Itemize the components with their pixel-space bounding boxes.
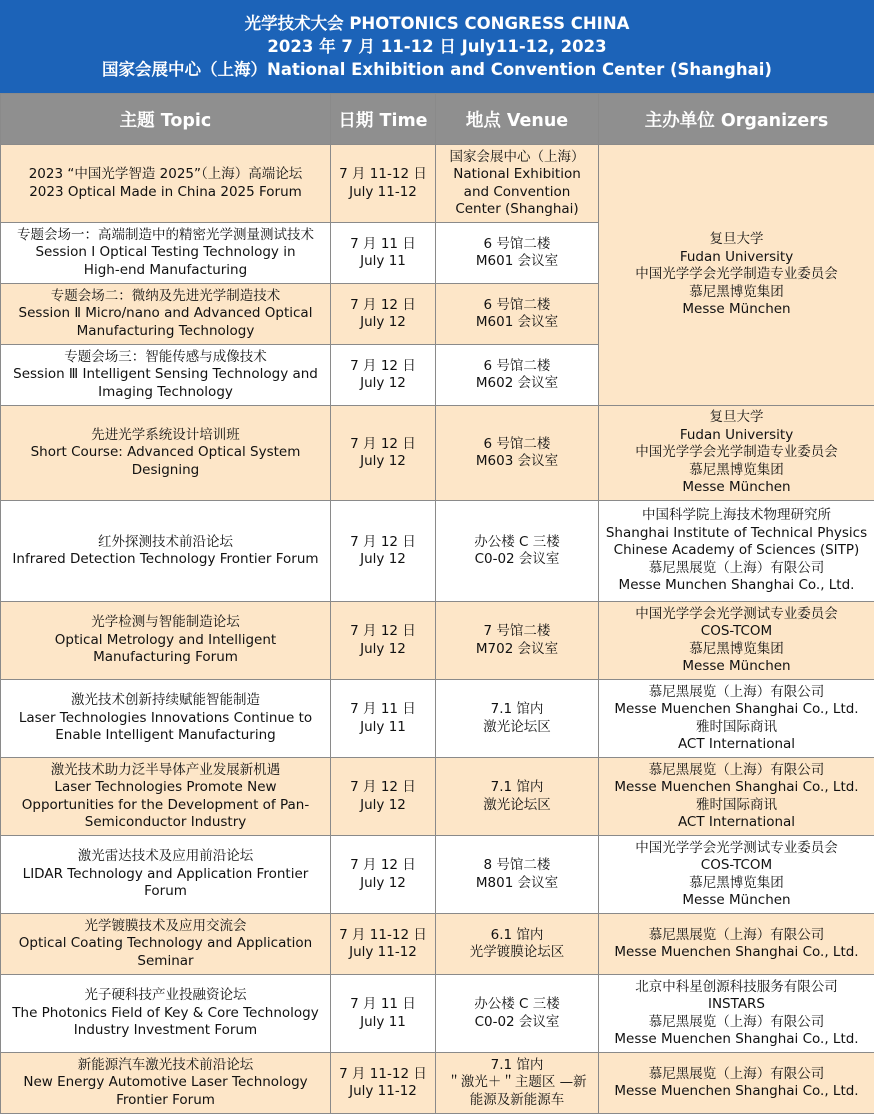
venue-cell-line: ＂激光＋＂主题区 —新 bbox=[439, 1074, 595, 1092]
organizers-cell-merged-line: Fudan University bbox=[602, 249, 871, 267]
venue-cell-line: 国家会展中心（上海） bbox=[439, 149, 595, 167]
venue-cell bbox=[436, 284, 599, 345]
venue-cell-line: M603 会议室 bbox=[439, 453, 595, 471]
table-row bbox=[1, 975, 874, 1053]
organizers-cell-line: INSTARS bbox=[602, 996, 871, 1014]
date-cell-line: July 11 bbox=[334, 719, 432, 737]
date-cell-line: July 12 bbox=[334, 797, 432, 815]
topic-cell-line: Manufacturing Forum bbox=[4, 649, 327, 667]
date-cell-line: July 12 bbox=[334, 641, 432, 659]
date-cell bbox=[331, 758, 436, 836]
venue-cell-line: 6 号馆二楼 bbox=[439, 297, 595, 315]
topic-cell-line: Short Course: Advanced Optical System bbox=[4, 444, 327, 462]
topic-cell-line: Forum bbox=[4, 883, 327, 901]
organizers-cell-line: 慕尼黑展览（上海）有限公司 bbox=[602, 560, 871, 578]
topic-cell-line: 2023 Optical Made in China 2025 Forum bbox=[4, 184, 327, 202]
table-row bbox=[1, 1053, 874, 1114]
venue-cell-line: M602 会议室 bbox=[439, 375, 595, 393]
venue-cell bbox=[436, 223, 599, 284]
organizers-cell-line: Messe Muenchen Shanghai Co., Ltd. bbox=[602, 779, 871, 797]
organizers-cell-line: 慕尼黑博览集团 bbox=[602, 462, 871, 480]
topic-cell bbox=[1, 836, 331, 914]
date-cell-line: July 11-12 bbox=[334, 184, 432, 202]
date-cell bbox=[331, 406, 436, 501]
organizers-cell-line: 中国光学学会光学制造专业委员会 bbox=[602, 444, 871, 462]
col-header-topic: 主题 Topic bbox=[1, 94, 331, 145]
organizers-cell-line: 雅时国际商讯 bbox=[602, 797, 871, 815]
date-cell bbox=[331, 836, 436, 914]
date-cell bbox=[331, 1053, 436, 1114]
organizers-cell-line: Messe Muenchen Shanghai Co., Ltd. bbox=[602, 944, 871, 962]
venue-cell-line: 激光论坛区 bbox=[439, 797, 595, 815]
topic-cell-line: 先进光学系统设计培训班 bbox=[4, 427, 327, 445]
schedule-body bbox=[1, 145, 874, 1114]
table-row bbox=[1, 680, 874, 758]
date-cell-line: July 11 bbox=[334, 1014, 432, 1032]
topic-cell-line: 专题会场二：微纳及先进光学制造技术 bbox=[4, 288, 327, 306]
topic-cell-line: Optical Metrology and Intelligent bbox=[4, 632, 327, 650]
table-row bbox=[1, 914, 874, 975]
venue-cell-line: C0-02 会议室 bbox=[439, 551, 595, 569]
topic-cell-line: 激光技术创新持续赋能智能制造 bbox=[4, 692, 327, 710]
topic-cell bbox=[1, 758, 331, 836]
organizers-cell-line: 慕尼黑博览集团 bbox=[602, 641, 871, 659]
organizers-cell-line: 复旦大学 bbox=[602, 409, 871, 427]
organizers-cell bbox=[599, 836, 874, 914]
organizers-cell-line: Shanghai Institute of Technical Physics bbox=[602, 525, 871, 543]
topic-cell-line: The Photonics Field of Key & Core Technology bbox=[4, 1005, 327, 1023]
organizers-cell-line: ACT International bbox=[602, 736, 871, 754]
organizers-cell-line: Messe München bbox=[602, 658, 871, 676]
organizers-cell-line: 北京中科星创源科技服务有限公司 bbox=[602, 979, 871, 997]
organizers-cell-line: COS-TCOM bbox=[602, 623, 871, 641]
date-cell bbox=[331, 223, 436, 284]
venue-cell bbox=[436, 1053, 599, 1114]
col-header-date: 日期 Time bbox=[331, 94, 436, 145]
organizers-cell-merged-line: Messe München bbox=[602, 301, 871, 319]
venue-cell-line: M601 会议室 bbox=[439, 314, 595, 332]
date-cell-line: 7 月 11-12 日 bbox=[334, 927, 432, 945]
organizers-cell-line: Messe Munchen Shanghai Co., Ltd. bbox=[602, 577, 871, 595]
organizers-cell-line: 中国光学学会光学测试专业委员会 bbox=[602, 840, 871, 858]
topic-cell-line: Designing bbox=[4, 462, 327, 480]
topic-cell bbox=[1, 284, 331, 345]
topic-cell-line: 红外探测技术前沿论坛 bbox=[4, 534, 327, 552]
date-cell-line: July 12 bbox=[334, 453, 432, 471]
date-cell-line: 7 月 11-12 日 bbox=[334, 1066, 432, 1084]
topic-cell-line: Laser Technologies Innovations Continue to bbox=[4, 710, 327, 728]
topic-cell bbox=[1, 914, 331, 975]
date-cell-line: 7 月 12 日 bbox=[334, 436, 432, 454]
date-cell-line: 7 月 11-12 日 bbox=[334, 166, 432, 184]
topic-cell-line: 光学镀膜技术及应用交流会 bbox=[4, 918, 327, 936]
table-row bbox=[1, 501, 874, 602]
col-header-organizers: 主办单位 Organizers bbox=[599, 94, 874, 145]
organizers-cell bbox=[599, 602, 874, 680]
topic-cell-line: Imaging Technology bbox=[4, 384, 327, 402]
date-cell-line: July 11-12 bbox=[334, 944, 432, 962]
topic-cell-line: Seminar bbox=[4, 953, 327, 971]
date-cell-line: 7 月 12 日 bbox=[334, 623, 432, 641]
table-row bbox=[1, 836, 874, 914]
table-row bbox=[1, 758, 874, 836]
organizers-cell-line: 中国科学院上海技术物理研究所 bbox=[602, 507, 871, 525]
date-cell bbox=[331, 680, 436, 758]
organizers-cell-merged bbox=[599, 145, 874, 406]
date-cell bbox=[331, 145, 436, 223]
venue-cell-line: 7.1 馆内 bbox=[439, 779, 595, 797]
venue-cell bbox=[436, 836, 599, 914]
date-cell bbox=[331, 284, 436, 345]
date-cell-line: 7 月 11 日 bbox=[334, 236, 432, 254]
table-row bbox=[1, 406, 874, 501]
schedule-table bbox=[0, 93, 874, 1114]
organizers-cell bbox=[599, 1053, 874, 1114]
topic-cell-line: LIDAR Technology and Application Frontier bbox=[4, 866, 327, 884]
venue-cell-line: National Exhibition bbox=[439, 166, 595, 184]
date-cell-line: July 12 bbox=[334, 314, 432, 332]
date-cell-line: 7 月 12 日 bbox=[334, 779, 432, 797]
topic-cell bbox=[1, 501, 331, 602]
organizers-cell-line: 慕尼黑展览（上海）有限公司 bbox=[602, 927, 871, 945]
organizers-cell bbox=[599, 680, 874, 758]
topic-cell-line: Laser Technologies Promote New bbox=[4, 779, 327, 797]
topic-cell-line: Infrared Detection Technology Frontier Forum bbox=[4, 551, 327, 569]
venue-cell bbox=[436, 680, 599, 758]
venue-cell-line: and Convention bbox=[439, 184, 595, 202]
topic-cell bbox=[1, 1053, 331, 1114]
venue-cell bbox=[436, 914, 599, 975]
topic-cell bbox=[1, 406, 331, 501]
venue-cell-line: C0-02 会议室 bbox=[439, 1014, 595, 1032]
organizers-cell-line: 慕尼黑展览（上海）有限公司 bbox=[602, 684, 871, 702]
venue-cell-line: 6 号馆二楼 bbox=[439, 358, 595, 376]
venue-cell-line: 7.1 馆内 bbox=[439, 701, 595, 719]
venue-cell bbox=[436, 145, 599, 223]
topic-cell bbox=[1, 602, 331, 680]
organizers-cell-merged-line: 中国光学学会光学制造专业委员会 bbox=[602, 266, 871, 284]
topic-cell-line: Enable Intelligent Manufacturing bbox=[4, 727, 327, 745]
organizers-cell-merged-line: 复旦大学 bbox=[602, 231, 871, 249]
topic-cell-line: Semiconductor Industry bbox=[4, 814, 327, 832]
congress-banner bbox=[0, 0, 874, 93]
topic-cell-line: 专题会场三：智能传感与成像技术 bbox=[4, 349, 327, 367]
date-cell-line: 7 月 12 日 bbox=[334, 857, 432, 875]
date-cell bbox=[331, 975, 436, 1053]
organizers-cell-line: COS-TCOM bbox=[602, 857, 871, 875]
organizers-cell-line: 中国光学学会光学测试专业委员会 bbox=[602, 606, 871, 624]
table-row bbox=[1, 145, 874, 223]
organizers-cell-line: Messe München bbox=[602, 479, 871, 497]
organizers-cell-line: Messe Muenchen Shanghai Co., Ltd. bbox=[602, 1083, 871, 1101]
date-cell-line: 7 月 11 日 bbox=[334, 701, 432, 719]
topic-cell bbox=[1, 975, 331, 1053]
topic-cell-line: Frontier Forum bbox=[4, 1092, 327, 1110]
organizers-cell bbox=[599, 501, 874, 602]
venue-cell bbox=[436, 602, 599, 680]
topic-cell bbox=[1, 345, 331, 406]
organizers-cell bbox=[599, 975, 874, 1053]
topic-cell-line: High-end Manufacturing bbox=[4, 262, 327, 280]
topic-cell bbox=[1, 145, 331, 223]
organizers-cell-line: 慕尼黑展览（上海）有限公司 bbox=[602, 1014, 871, 1032]
organizers-cell-line: Messe Muenchen Shanghai Co., Ltd. bbox=[602, 1031, 871, 1049]
organizers-cell-line: 慕尼黑博览集团 bbox=[602, 875, 871, 893]
organizers-cell bbox=[599, 406, 874, 501]
topic-cell-line: Session Ⅰ Optical Testing Technology in bbox=[4, 244, 327, 262]
table-row bbox=[1, 602, 874, 680]
organizers-cell-line: Chinese Academy of Sciences (SITP) bbox=[602, 542, 871, 560]
topic-cell-line: Industry Investment Forum bbox=[4, 1022, 327, 1040]
topic-cell-line: New Energy Automotive Laser Technology bbox=[4, 1074, 327, 1092]
venue-cell-line: 7 号馆二楼 bbox=[439, 623, 595, 641]
topic-cell-line: 激光雷达技术及应用前沿论坛 bbox=[4, 848, 327, 866]
date-cell-line: 7 月 12 日 bbox=[334, 358, 432, 376]
venue-cell-line: 6 号馆二楼 bbox=[439, 436, 595, 454]
organizers-cell-line: 慕尼黑展览（上海）有限公司 bbox=[602, 1066, 871, 1084]
topic-cell-line: Session Ⅲ Intelligent Sensing Technology and bbox=[4, 366, 327, 384]
topic-cell-line: 光子硬科技产业投融资论坛 bbox=[4, 987, 327, 1005]
venue-cell bbox=[436, 758, 599, 836]
date-cell-line: July 12 bbox=[334, 375, 432, 393]
topic-cell bbox=[1, 680, 331, 758]
banner-title: 光学技术大会 PHOTONICS CONGRESS CHINA bbox=[0, 12, 874, 35]
col-header-venue: 地点 Venue bbox=[436, 94, 599, 145]
venue-cell bbox=[436, 975, 599, 1053]
organizers-cell-merged-line: 慕尼黑博览集团 bbox=[602, 284, 871, 302]
topic-cell-line: 激光技术助力泛半导体产业发展新机遇 bbox=[4, 762, 327, 780]
topic-cell bbox=[1, 223, 331, 284]
organizers-cell-line: Messe München bbox=[602, 892, 871, 910]
date-cell-line: July 11 bbox=[334, 253, 432, 271]
organizers-cell bbox=[599, 914, 874, 975]
date-cell-line: July 12 bbox=[334, 551, 432, 569]
date-cell-line: July 12 bbox=[334, 875, 432, 893]
venue-cell-line: 能源及新能源车 bbox=[439, 1092, 595, 1110]
venue-cell-line: M601 会议室 bbox=[439, 253, 595, 271]
date-cell bbox=[331, 914, 436, 975]
venue-cell-line: 激光论坛区 bbox=[439, 719, 595, 737]
date-cell bbox=[331, 602, 436, 680]
venue-cell-line: 光学镀膜论坛区 bbox=[439, 944, 595, 962]
venue-cell-line: 7.1 馆内 bbox=[439, 1057, 595, 1075]
banner-location: 国家会展中心（上海）National Exhibition and Convention Center (Shanghai) bbox=[0, 58, 874, 81]
date-cell-line: July 11-12 bbox=[334, 1083, 432, 1101]
organizers-cell-line: Fudan University bbox=[602, 427, 871, 445]
organizers-cell-line: 慕尼黑展览（上海）有限公司 bbox=[602, 762, 871, 780]
venue-cell-line: M702 会议室 bbox=[439, 641, 595, 659]
date-cell bbox=[331, 501, 436, 602]
date-cell-line: 7 月 12 日 bbox=[334, 297, 432, 315]
venue-cell bbox=[436, 406, 599, 501]
venue-cell-line: Center (Shanghai) bbox=[439, 201, 595, 219]
topic-cell-line: Manufacturing Technology bbox=[4, 323, 327, 341]
venue-cell-line: 6.1 馆内 bbox=[439, 927, 595, 945]
organizers-cell-line: Messe Muenchen Shanghai Co., Ltd. bbox=[602, 701, 871, 719]
venue-cell bbox=[436, 501, 599, 602]
topic-cell-line: 2023 “中国光学智造 2025”（上海）高端论坛 bbox=[4, 166, 327, 184]
organizers-cell bbox=[599, 758, 874, 836]
date-cell-line: 7 月 12 日 bbox=[334, 534, 432, 552]
banner-date: 2023 年 7 月 11-12 日 July11-12, 2023 bbox=[0, 35, 874, 58]
topic-cell-line: Optical Coating Technology and Application bbox=[4, 935, 327, 953]
date-cell bbox=[331, 345, 436, 406]
topic-cell-line: Opportunities for the Development of Pan- bbox=[4, 797, 327, 815]
venue-cell-line: 办公楼 C 三楼 bbox=[439, 996, 595, 1014]
topic-cell-line: 光学检测与智能制造论坛 bbox=[4, 614, 327, 632]
topic-cell-line: 新能源汽车激光技术前沿论坛 bbox=[4, 1057, 327, 1075]
organizers-cell-line: 雅时国际商讯 bbox=[602, 719, 871, 737]
venue-cell-line: 6 号馆二楼 bbox=[439, 236, 595, 254]
organizers-cell-line: ACT International bbox=[602, 814, 871, 832]
topic-cell-line: 专题会场一：高端制造中的精密光学测量测试技术 bbox=[4, 227, 327, 245]
venue-cell-line: M801 会议室 bbox=[439, 875, 595, 893]
date-cell-line: 7 月 11 日 bbox=[334, 996, 432, 1014]
venue-cell-line: 8 号馆二楼 bbox=[439, 857, 595, 875]
venue-cell-line: 办公楼 C 三楼 bbox=[439, 534, 595, 552]
venue-cell bbox=[436, 345, 599, 406]
topic-cell-line: Session Ⅱ Micro/nano and Advanced Optical bbox=[4, 305, 327, 323]
header-row bbox=[1, 94, 874, 145]
